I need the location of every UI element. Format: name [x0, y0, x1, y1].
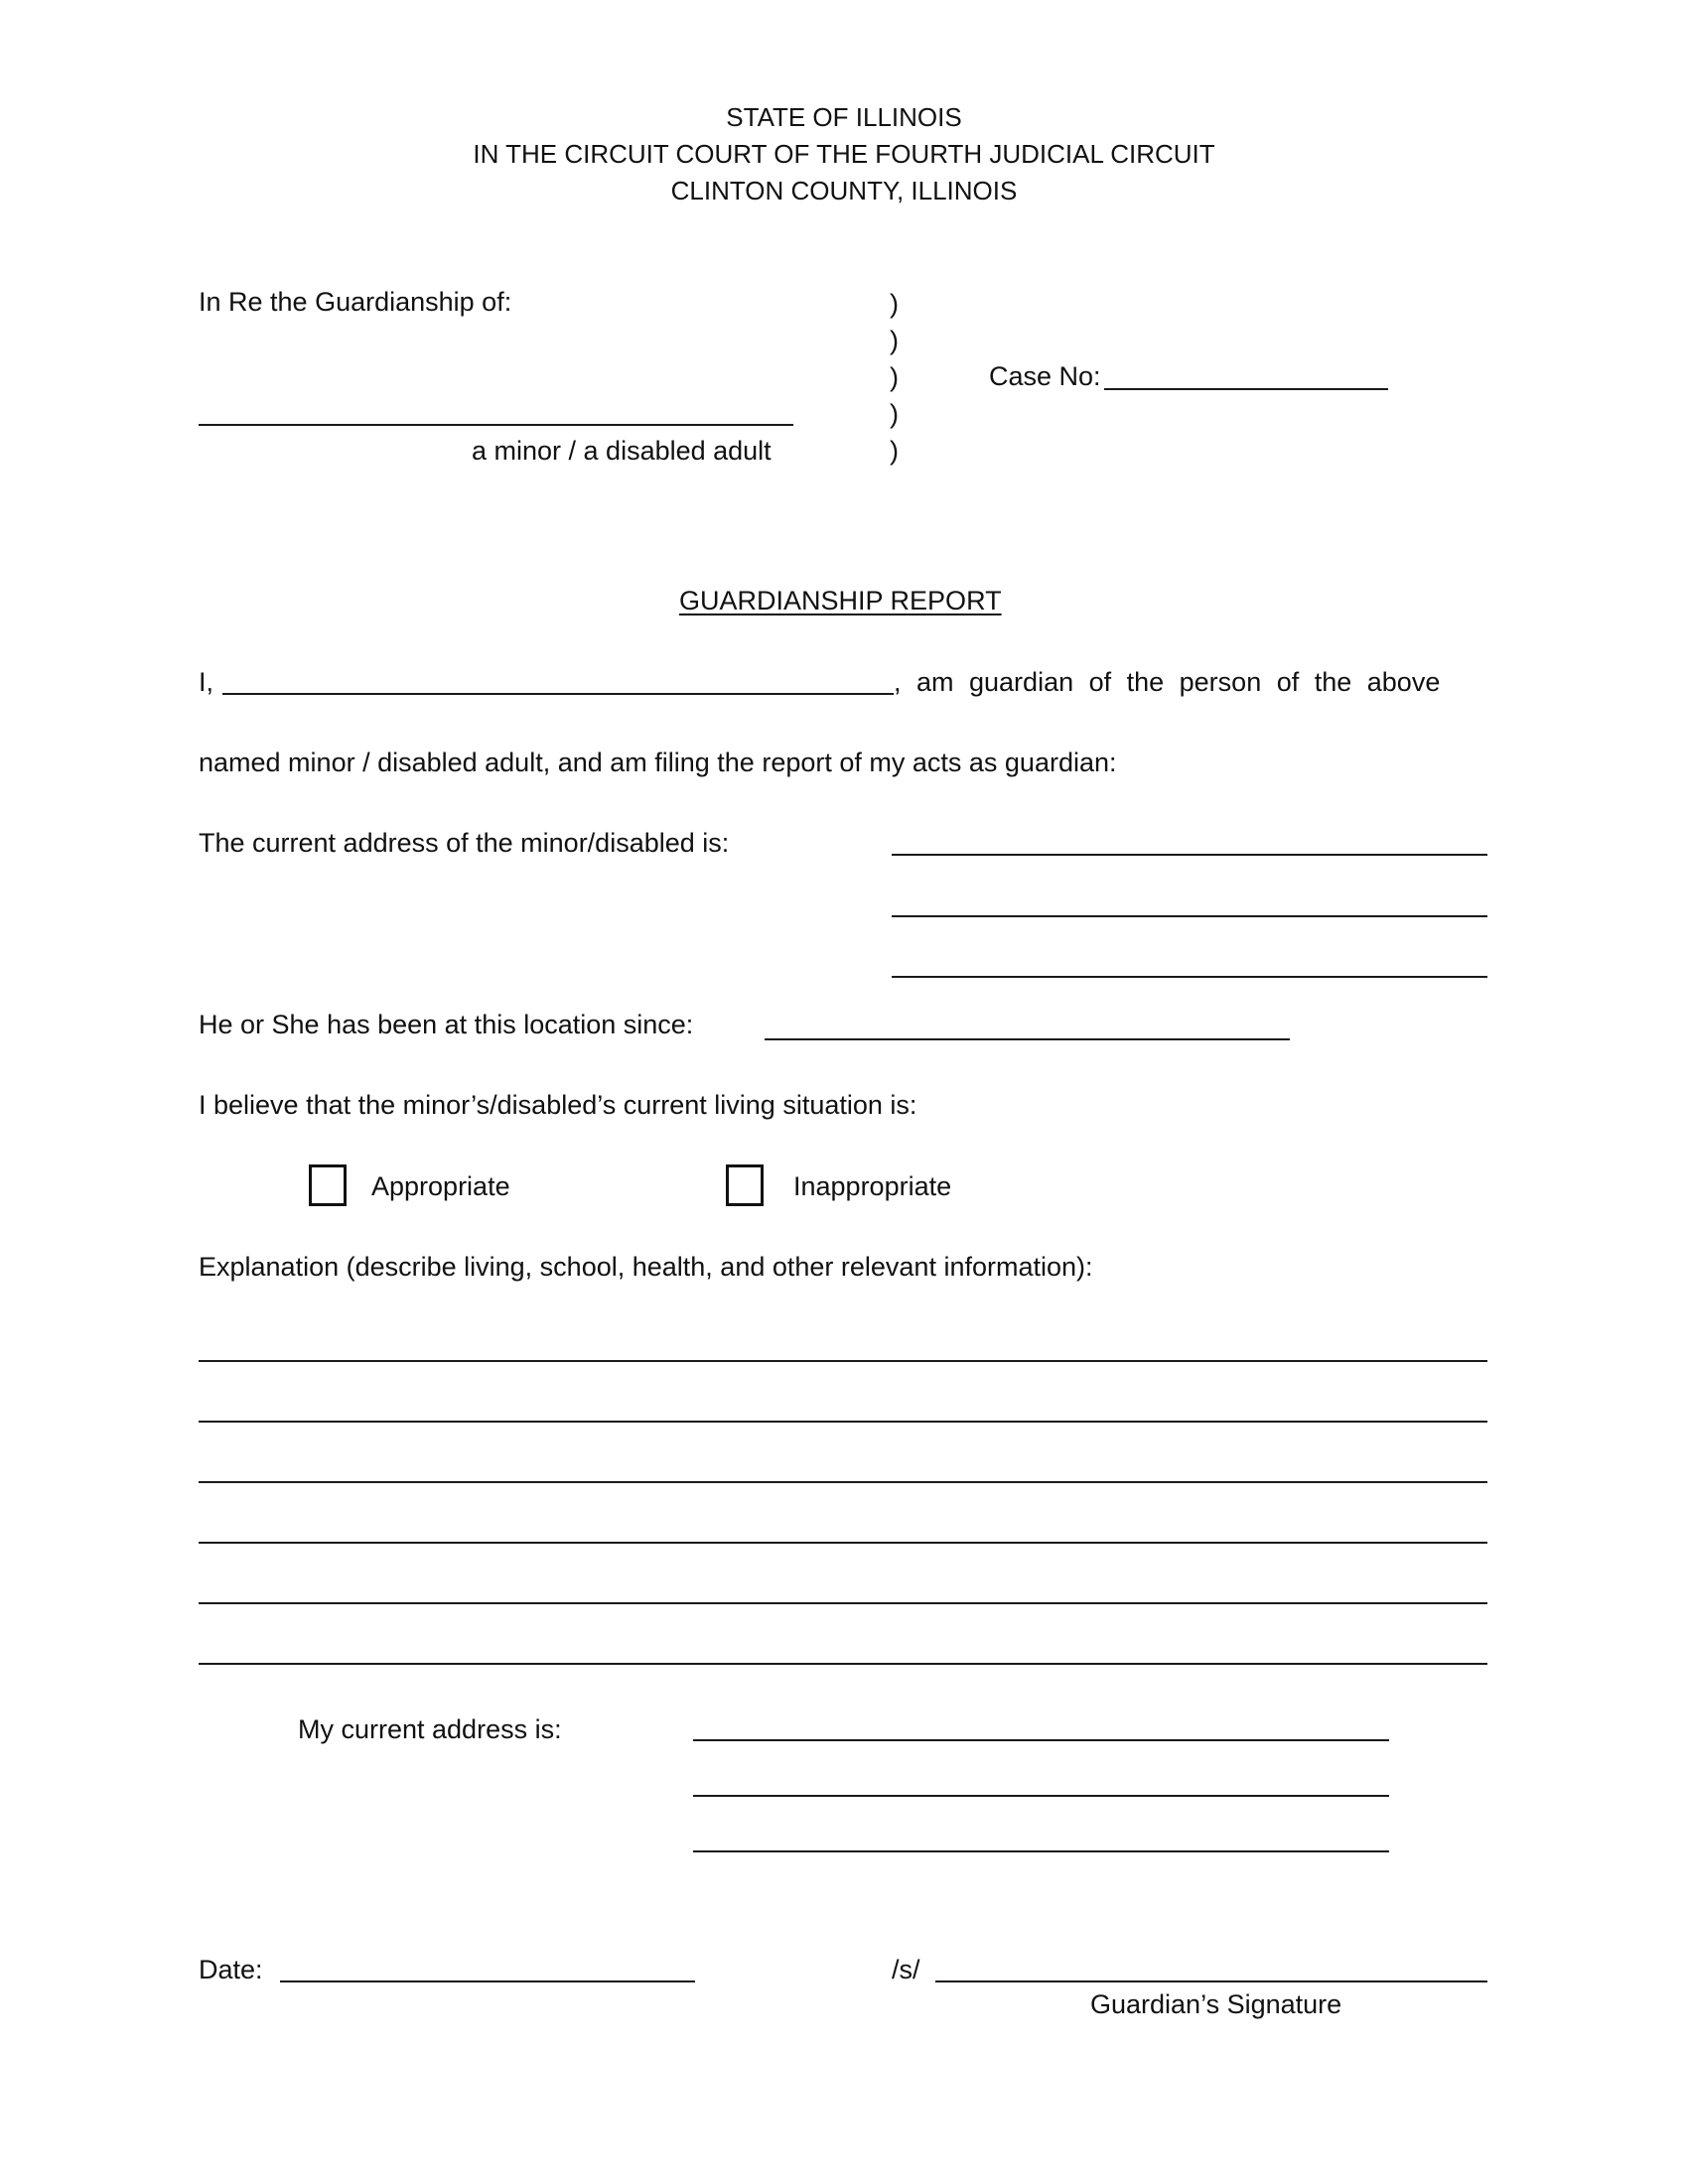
my-address-label: My current address is: [298, 1714, 562, 1744]
report-title: GUARDIANSHIP REPORT [679, 586, 1002, 615]
my-address-line[interactable] [693, 1850, 1389, 1852]
caption-paren: ) [890, 436, 899, 466]
explanation-label: Explanation (describe living, school, health, and other relevant information): [199, 1252, 1093, 1282]
my-address-line[interactable] [693, 1795, 1389, 1797]
header-state: STATE OF ILLINOIS [726, 102, 962, 132]
appropriate-label: Appropriate [371, 1171, 510, 1201]
explanation-line[interactable] [199, 1602, 1487, 1604]
date-line[interactable] [280, 1980, 695, 1982]
ward-name-line[interactable] [199, 424, 793, 426]
inappropriate-label: Inappropriate [793, 1171, 952, 1201]
case-no-label: Case No: [989, 361, 1101, 391]
my-address-line[interactable] [693, 1739, 1389, 1741]
inappropriate-checkbox[interactable] [726, 1164, 764, 1206]
signature-line[interactable] [935, 1980, 1487, 1982]
signature-label: Guardian’s Signature [1090, 1989, 1342, 2019]
statement-line2: named minor / disabled adult, and am filing the report of my acts as guardian: [199, 748, 1117, 777]
location-since-line[interactable] [765, 1038, 1290, 1040]
explanation-line[interactable] [199, 1421, 1487, 1423]
appropriate-checkbox[interactable] [309, 1164, 347, 1206]
caption-paren: ) [890, 326, 899, 355]
location-since-label: He or She has been at this location since: [199, 1010, 694, 1039]
header-county: CLINTON COUNTY, ILLINOIS [670, 176, 1018, 205]
caption-paren: ) [890, 289, 899, 319]
guardian-name-line[interactable] [222, 693, 894, 695]
in-re-label: In Re the Guardianship of: [199, 287, 512, 317]
minor-disabled-label: a minor / a disabled adult [472, 436, 772, 466]
caption-paren: ) [890, 362, 899, 392]
explanation-line[interactable] [199, 1481, 1487, 1483]
explanation-line[interactable] [199, 1542, 1487, 1544]
minor-address-line[interactable] [892, 915, 1487, 917]
statement-i: I, [199, 667, 214, 697]
minor-address-line[interactable] [892, 854, 1487, 856]
caption-paren: ) [890, 399, 899, 429]
minor-address-line[interactable] [892, 976, 1487, 978]
signature-prefix: /s/ [892, 1955, 920, 1984]
case-no-line[interactable] [1104, 388, 1388, 390]
living-situation-label: I believe that the minor’s/disabled’s current living situation is: [199, 1090, 917, 1120]
header-court: IN THE CIRCUIT COURT OF THE FOURTH JUDICIAL CIRCUIT [473, 139, 1215, 169]
minor-address-label: The current address of the minor/disabled is: [199, 828, 730, 858]
explanation-line[interactable] [199, 1360, 1487, 1362]
explanation-line[interactable] [199, 1663, 1487, 1665]
date-label: Date: [199, 1955, 263, 1984]
statement-line1: , am guardian of the person of the above [894, 667, 1441, 697]
